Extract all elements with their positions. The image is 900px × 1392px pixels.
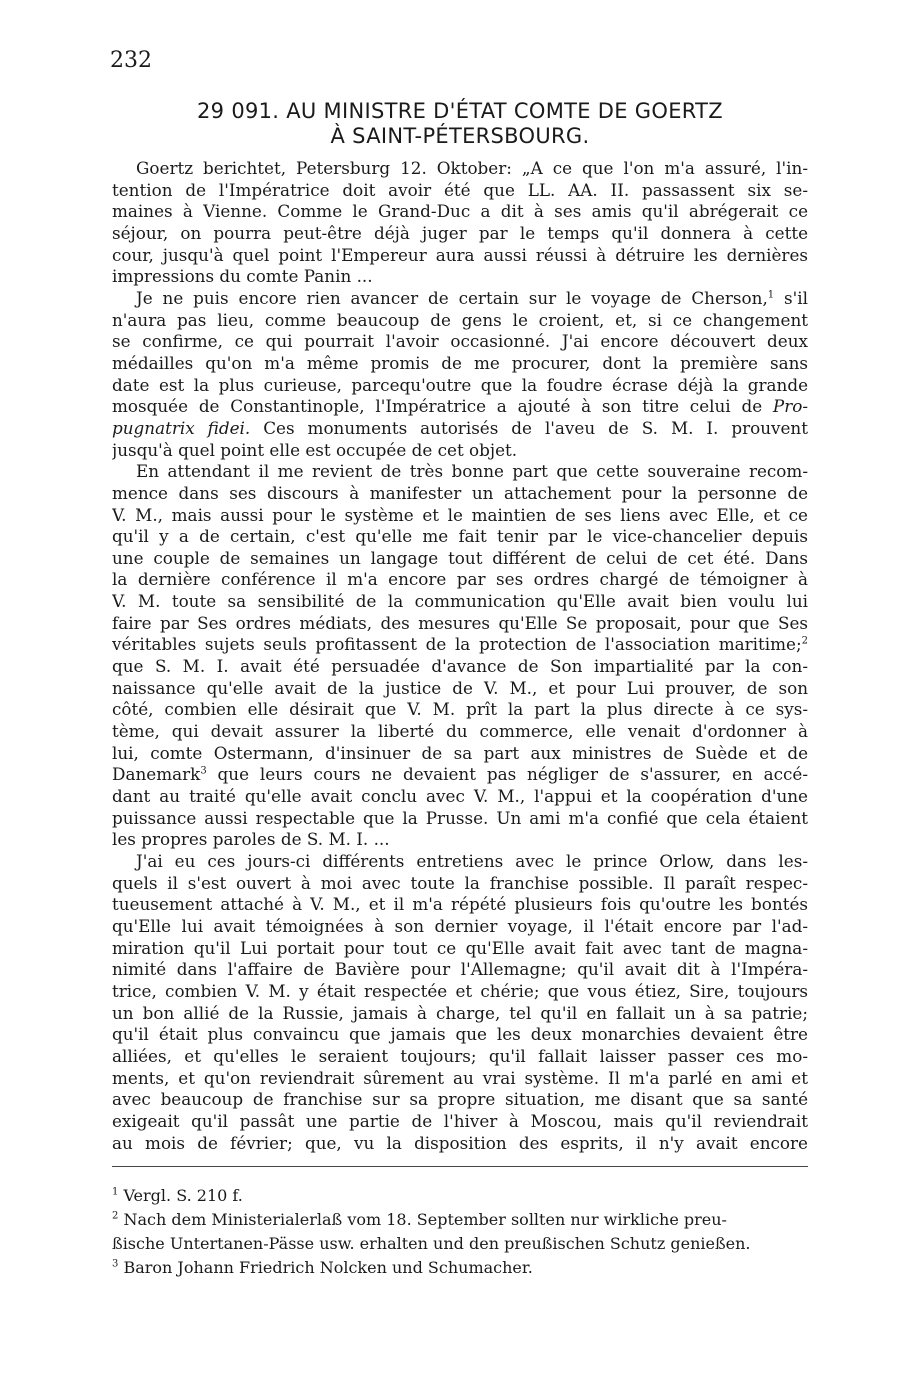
text-segment: Danemark: [112, 764, 201, 785]
text-line: miration qu'il Lui portait pour tout ce qu'Elle avait fait avec tant de magna-: [112, 937, 808, 958]
text-line: V. M. toute sa sensibilité de la communication qu'Elle avait bien voulu lui: [112, 591, 808, 612]
body-text: [112, 158, 808, 1154]
text-line: un bon allié de la Russie, jamais à charge, tel qu'il en fallait un à sa patrie;: [112, 1002, 808, 1023]
text-line: date est la plus curieuse, parcequ'outre que la foudre écrase déjà la grande: [112, 374, 808, 395]
text-line: exigeait qu'il passât une partie de l'hiver à Moscou, mais qu'il reviendrait: [112, 1110, 808, 1131]
text-segment: Ces monuments autorisés de l'aveu de S. M. I. prouvent: [250, 417, 808, 438]
footnote-text: ßische Untertanen-Pässe usw. erhalten und den preußischen Schutz genießen.: [112, 1234, 751, 1253]
text-line-with-footnote: [112, 764, 808, 786]
text-line: En attendant il me revient de très bonne part que cette souveraine recom-: [136, 461, 808, 482]
text-line-with-footnote: [112, 634, 808, 656]
text-line: [112, 418, 808, 440]
text-line: n'aura pas lieu, comme beaucoup de gens le croient, et, si ce changement: [112, 309, 808, 330]
footnote-mark: 2: [112, 1210, 119, 1222]
footnote-ref: 1: [767, 289, 775, 301]
text-line: alliées, et qu'elles le seraient toujours; qu'il fallait laisser passer ces mo-: [112, 1045, 808, 1066]
footnote-text: Nach dem Ministerialerlaß vom 18. September sollten nur wirkliche preu-: [118, 1210, 727, 1229]
text-line: V. M., mais aussi pour le système et le maintien de ses liens avec Elle, et ce: [112, 504, 808, 525]
text-line: faire par Ses ordres médiats, des mesures qu'Elle Se proposait, pour que Ses: [112, 612, 808, 633]
text-line: qu'il était plus convaincu que jamais que les deux monarchies devaient être: [112, 1024, 808, 1045]
footnote-mark: 3: [112, 1258, 119, 1270]
text-line: lui, comte Ostermann, d'insinuer de sa part aux ministres de Suède et de: [112, 742, 808, 763]
italic-text: Pro-: [772, 396, 808, 417]
footnote: [112, 1208, 812, 1232]
footnotes: [112, 1184, 812, 1280]
text-line: se confirme, ce qui pourrait l'avoir occasionné. J'ai encore découvert deux: [112, 331, 808, 352]
footnote-text: Baron Johann Friedrich Nolcken und Schumacher.: [118, 1258, 533, 1277]
text-line: trice, combien V. M. y était respectée et chérie; que vous étiez, Sire, toujours: [112, 980, 808, 1001]
text-line: que S. M. I. avait été persuadée d'avance de Son impartialité par la con-: [112, 656, 808, 677]
text-line: tueusement attaché à V. M., et il m'a répété plusieurs fois qu'outre les bontés: [112, 894, 808, 915]
footnote: [112, 1256, 812, 1280]
text-line: tème, qui devait assurer la liberté du commerce, elle venait d'ordonner à: [112, 721, 808, 742]
text-line: séjour, on pourra peut-être déjà juger par le temps qu'il donnera à cette: [112, 222, 808, 243]
footnote-ref: 2: [801, 635, 808, 647]
text-line: [112, 396, 808, 418]
text-line: médailles qu'on m'a même promis de me procurer, dont la première sans: [112, 352, 808, 373]
text-line: impressions du comte Panin ...: [112, 266, 373, 287]
footnote: [112, 1184, 812, 1208]
text-line-with-footnote: [112, 288, 808, 310]
document-heading-line-2: À SAINT-PÉTERSBOURG.: [330, 124, 590, 148]
document-heading-line-1: 29 091. AU MINISTRE D'ÉTAT COMTE DE GOERTZ: [197, 99, 723, 123]
footnote-divider: [112, 1166, 808, 1167]
footnote-mark: 1: [112, 1186, 119, 1198]
text-segment: véritables sujets seuls profitassent de la protection de l'association maritime;: [112, 634, 802, 655]
text-line: mence dans ses discours à manifester un attachement pour la personne de: [112, 482, 808, 503]
text-line: puissance aussi respectable que la Prusse. Un ami m'a confié que cela étaient: [112, 807, 808, 828]
text-line: dant au traité qu'elle avait conclu avec V. M., l'appui et la coopération d'une: [112, 786, 808, 807]
text-line: J'ai eu ces jours-ci différents entretiens avec le prince Orlow, dans les-: [136, 851, 808, 871]
text-segment: que leurs cours ne devaient pas négliger de s'assurer, en accé-: [206, 764, 808, 785]
text-line: naissance qu'elle avait de la justice de V. M., et pour Lui prouver, de son: [112, 677, 808, 698]
text-line: cour, jusqu'à quel point l'Empereur aura aussi réussi à détruire les dernières: [112, 244, 808, 265]
footnote-continuation: [112, 1232, 812, 1256]
text-line: avec beaucoup de franchise sur sa propre situation, me disant que sa santé: [112, 1089, 808, 1110]
text-segment: Je ne puis encore rien avancer de certain sur le voyage de Cherson,: [136, 287, 768, 308]
text-segment: mosquée de Constantinople, l'Impératrice a ajouté à son titre celui de: [112, 396, 763, 417]
text-line: tention de l'Impératrice doit avoir été que LL. AA. II. passassent six se-: [112, 179, 808, 200]
text-line: maines à Vienne. Comme le Grand-Duc a dit à ses amis qu'il abrégerait ce: [112, 201, 808, 222]
text-line: jusqu'à quel point elle est occupée de cet objet.: [112, 439, 518, 460]
text-line: les propres paroles de S. M. I. ...: [112, 829, 390, 850]
text-line: Goertz berichtet, Petersburg 12. Oktober: „A ce que l'on m'a assuré, l'in-: [136, 158, 808, 178]
text-line: côté, combien elle désirait que V. M. prît la part la plus directe à ce sys-: [112, 699, 808, 720]
page-number: 232: [110, 48, 152, 73]
footnote-text: Vergl. S. 210 f.: [118, 1186, 243, 1205]
text-line: qu'il y a de certain, c'est qu'elle me fait tenir par le vice-chancelier depuis: [112, 526, 808, 547]
text-segment: s'il: [774, 287, 808, 308]
text-line: nimité dans l'affaire de Bavière pour l'Allemagne; qu'il avait dit à l'Impéra-: [112, 959, 808, 980]
text-line: qu'Elle lui avait témoignées à son dernier voyage, il l'était encore par l'ad-: [112, 915, 808, 936]
footnote-ref: 3: [200, 765, 207, 777]
text-line: une couple de semaines un langage tout différent de celui de cet été. Dans: [112, 547, 808, 568]
text-line: au mois de février; que, vu la disposition des esprits, il n'y avait encore: [112, 1132, 808, 1153]
text-line: la dernière conférence il m'a encore par ses ordres chargé de témoigner à: [112, 569, 808, 590]
text-line: quels il s'est ouvert à moi avec toute la franchise possible. Il paraît respec-: [112, 872, 808, 893]
text-line: ments, et qu'on reviendrait sûrement au vrai système. Il m'a parlé en ami et: [112, 1067, 808, 1088]
italic-text: pugnatrix fidei.: [112, 417, 251, 438]
